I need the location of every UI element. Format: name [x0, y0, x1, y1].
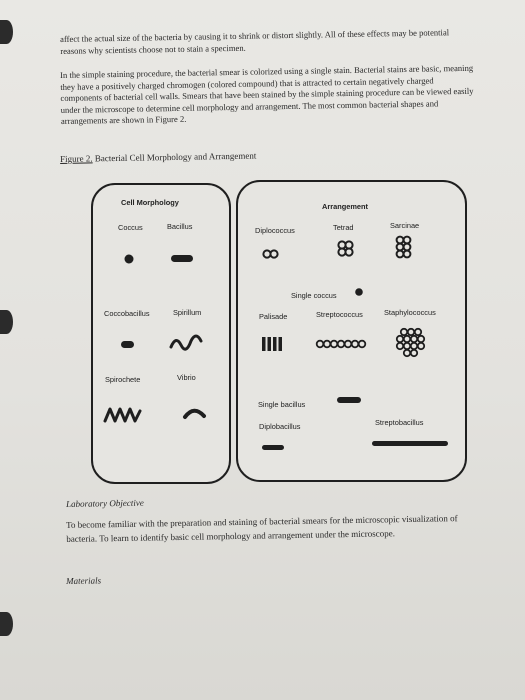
bacillus-label: Bacillus — [167, 222, 193, 231]
sarcinae-label: Sarcinae — [390, 221, 420, 230]
staphylococcus-shape — [397, 329, 424, 356]
single-coccus-shape — [355, 288, 363, 296]
morphology-shapes — [93, 185, 229, 482]
sarcinae-shape — [397, 237, 411, 258]
tetrad-shape — [338, 241, 352, 255]
diplobacillus-shape — [262, 445, 284, 450]
diplococcus-label: Diplococcus — [255, 226, 295, 235]
coccus-shape — [125, 255, 134, 264]
palisade-shape — [262, 337, 282, 351]
arrangement-shapes — [238, 182, 465, 480]
streptococcus-label: Streptococcus — [316, 310, 363, 319]
spirillum-shape — [171, 336, 201, 349]
arrangement-panel — [236, 180, 467, 482]
morphology-panel-title: Cell Morphology — [121, 198, 179, 207]
figure-caption — [60, 151, 256, 164]
simple-staining-paragraph: In the simple staining procedure, the bacterial smear is colorized using a single stain. Bacterial stains are basic, meaning they have a positively charged chromogen (colored compound) that is attracted to certain negatively charged components of bacterial cell walls. Smears that have been stained by the simple staining procedure can be viewed easily under the microscope to determine cell morphology and arrangement. The most common bacterial shapes and arrangements are shown in Figure 2. — [60, 62, 474, 126]
lab-objective-heading: Laboratory Objective — [66, 497, 144, 509]
vibrio-label: Vibrio — [177, 373, 196, 382]
spirochete-label: Spirochete — [105, 375, 141, 384]
intro-paragraph: affect the actual size of the bacteria by causing it to shrink or distort slightly. All of these effects may be potential reasons why scientists choose not to stain a specimen. — [60, 27, 450, 56]
single-bacillus-shape — [337, 397, 361, 403]
binder-hole-bottom — [0, 612, 13, 636]
lab-objective-text: To become familiar with the preparation and staining of bacterial smears for the microscopic visualization of bacteria. To learn to identify basic cell morphology and arrangement under the microscope. — [66, 513, 458, 544]
staphylococcus-label: Staphylococcus — [384, 308, 436, 317]
binder-hole-middle — [0, 310, 13, 334]
spirillum-label: Spirillum — [173, 308, 202, 317]
bacillus-shape — [171, 255, 193, 262]
coccobacillus-shape — [121, 341, 134, 348]
palisade-label: Palisade — [259, 312, 288, 321]
streptobacillus-label: Streptobacillus — [375, 418, 424, 427]
diplococcus-shape — [263, 250, 277, 257]
streptobacillus-shape — [372, 441, 448, 446]
diplobacillus-label: Diplobacillus — [259, 422, 301, 431]
streptococcus-shape — [317, 341, 366, 348]
vibrio-shape — [185, 411, 204, 417]
materials-heading: Materials — [66, 575, 102, 586]
single-bacillus-label: Single bacillus — [258, 400, 306, 409]
spirochete-shape — [105, 409, 140, 421]
figure-label: Figure 2. — [60, 153, 93, 164]
coccobacillus-label: Coccobacillus — [104, 309, 150, 318]
cell-morphology-panel — [91, 183, 231, 484]
coccus-label: Coccus — [118, 223, 143, 232]
figure-title: Bacterial Cell Morphology and Arrangement — [94, 150, 257, 164]
single-coccus-label: Single coccus — [291, 291, 337, 300]
arrangement-panel-title: Arrangement — [322, 202, 368, 211]
binder-hole-top — [0, 20, 13, 44]
tetrad-label: Tetrad — [333, 223, 354, 232]
